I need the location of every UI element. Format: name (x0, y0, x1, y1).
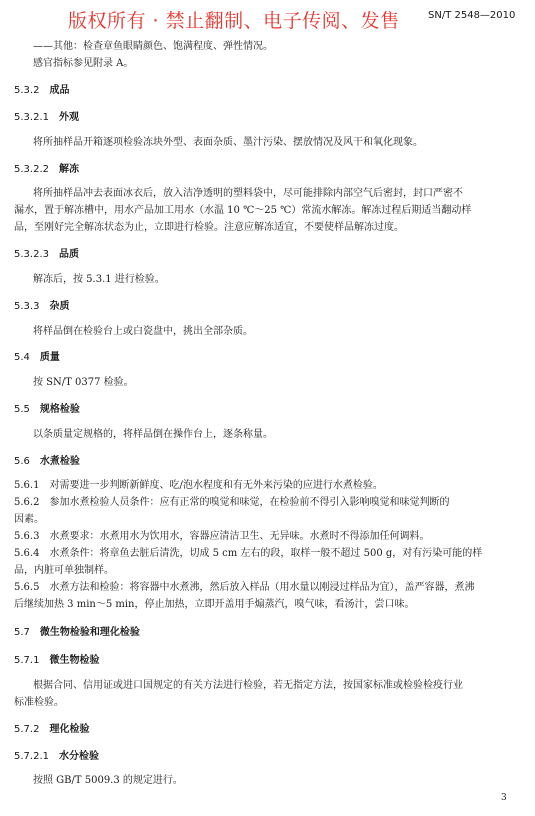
section-title: 理化检验 (49, 724, 90, 735)
clause-continuation: 品，内脏可单独制样。 (14, 565, 114, 576)
paragraph-line: 漏水，置于解冻槽中，用水产品加工用水（水温 10 ℃～25 ℃）常流水解冻。解冻过程后期适当翻动样 (14, 205, 472, 216)
clause-number: 5.6.2 (14, 497, 40, 508)
section-heading (14, 163, 79, 177)
section-number: 5.3.2.1 (14, 112, 49, 123)
section-heading (14, 723, 89, 737)
section-number: 5.3.2.2 (14, 164, 49, 175)
section-number: 5.7 (14, 627, 30, 638)
section-heading (14, 111, 79, 125)
section-title: 规格检验 (39, 404, 80, 415)
paragraph: ——其他：检查章鱼眼睛颜色、饱满程度、弹性情况。 (33, 41, 273, 52)
clause-continuation: 因素。 (14, 514, 44, 525)
clause (14, 530, 429, 544)
section-number: 5.7.2.1 (14, 751, 49, 762)
section-title: 品质 (59, 249, 79, 260)
clause (14, 547, 482, 561)
clause-number: 5.6.5 (14, 582, 40, 593)
section-number: 5.6 (14, 456, 30, 467)
section-heading (14, 403, 80, 417)
clause-text: 参加水煮检验人员条件：应有正常的嗅觉和味觉，在检验前不得引入影响嗅觉和味觉判断的 (49, 497, 450, 508)
clause-text: 对需要进一步判断新鲜度、吃/泡水程度和有无外来污染的应进行水煮检验。 (49, 480, 383, 491)
section-title: 质量 (39, 352, 60, 363)
section-number: 5.3.2 (14, 85, 40, 96)
section-number: 5.4 (14, 352, 30, 363)
paragraph-line: 将所抽样品冲去表面冰衣后，放入洁净透明的塑料袋中，尽可能排除内部空气后密封，封口严密不 (33, 188, 463, 199)
clause (14, 479, 383, 493)
clause (14, 581, 474, 595)
clause-text: 水煮要求：水煮用水为饮用水，容器应清洁卫生、无异味。水煮时不得添加任何调料。 (49, 531, 430, 542)
section-title: 解冻 (59, 164, 79, 175)
clause-text: 水煮方法和检验：将容器中水煮沸，然后放入样品（用水量以刚浸过样品为宜），盖严容器，煮沸 (49, 582, 475, 593)
paragraph: 解冻后，按 5.3.1 进行检验。 (33, 274, 165, 285)
section-number: 5.5 (14, 404, 30, 415)
section-title: 成品 (49, 85, 70, 96)
section-number: 5.3.3 (14, 301, 40, 312)
paragraph-line: 品，至刚好完全解冻状态为止，立即进行检验。注意应解冻适宜，不要使样品解冻过度。 (14, 222, 404, 233)
clause-continuation: 后继续加热 3 min～5 min，停止加热，立即开盖用手煽蒸汽，嗅气味，看汤汁，尝口味。 (14, 599, 415, 610)
section-title: 微生物检验和理化检验 (39, 627, 140, 638)
paragraph: 按 SN/T 0377 检验。 (33, 377, 134, 388)
watermark-text: 版权所有 · 禁止翻制、电子传阅、发售 (68, 10, 400, 32)
section-heading (14, 351, 60, 365)
paragraph: 将所抽样品开箱逐项检验冻块外型、表面杂质、墨汁污染、摆放情况及风干和氧化现象。 (33, 137, 423, 148)
section-title: 外观 (59, 112, 79, 123)
section-title: 水分检验 (59, 751, 99, 762)
section-title: 水煮检验 (39, 456, 80, 467)
clause-text: 水煮条件：将章鱼去脏后清洗，切成 5 cm 左右的段，取样一般不超过 500 g，对有污染可能的样 (49, 548, 483, 559)
section-number: 5.7.1 (14, 655, 40, 666)
section-title: 杂质 (49, 301, 70, 312)
section-heading (14, 300, 69, 314)
section-heading (14, 248, 79, 262)
standard-number: SN/T 2548—2010 (428, 10, 516, 21)
section-heading (14, 455, 80, 469)
section-heading (14, 626, 140, 640)
section-title: 微生物检验 (49, 655, 100, 666)
clause-number: 5.6.1 (14, 480, 40, 491)
paragraph: 以条质量定规格的，将样品倒在操作台上，逐条称量。 (33, 429, 273, 440)
clause-number: 5.6.4 (14, 548, 40, 559)
section-heading (14, 84, 69, 98)
page-number: 3 (501, 793, 507, 803)
paragraph-line: 标准检验。 (14, 697, 64, 708)
paragraph: 按照 GB/T 5009.3 的规定进行。 (33, 775, 183, 786)
clause-number: 5.6.3 (14, 531, 40, 542)
section-heading (14, 654, 99, 668)
section-number: 5.3.2.3 (14, 249, 49, 260)
paragraph: 将样品倒在检验台上或白瓷盘中，挑出全部杂质。 (33, 326, 253, 337)
section-heading (14, 750, 99, 764)
paragraph: 感官指标参见附录 A。 (33, 58, 134, 69)
clause (14, 496, 449, 510)
section-number: 5.7.2 (14, 724, 40, 735)
paragraph-line: 根据合同、信用证或进口国规定的有关方法进行检验，若无指定方法，按国家标准或检验检疫行业 (33, 680, 463, 691)
